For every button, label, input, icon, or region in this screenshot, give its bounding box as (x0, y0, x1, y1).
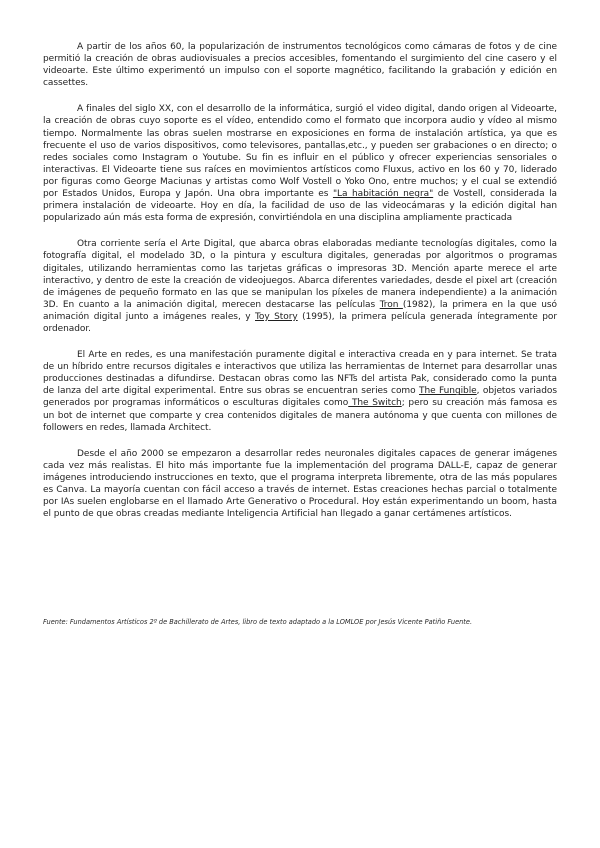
link-tron[interactable]: Tron (379, 299, 403, 310)
link-toy-story[interactable]: Toy Story (255, 311, 298, 322)
document-body (43, 41, 557, 534)
link-la-habitacion-negra[interactable]: "La habitación negra" (332, 189, 434, 200)
paragraph-arte-en-redes (43, 349, 557, 434)
paragraph-text: , objetos variados generados por programas informáticos o esculturas digitales como (43, 386, 557, 409)
paragraph-ia-generativa (43, 448, 557, 521)
paragraph-arte-digital (43, 238, 557, 335)
paragraph-text: A finales del siglo XX, con el desarrollo de la informática, surgió el video digital, dando origen al Videoarte, la creación de obras cuyo soporte es el vídeo, entendido como el formato que incorpora audio y vídeo al mismo tiempo. Normalmente las obras suelen mostrarse en exposiciones en forma de instalación artística, ya que es frecuente el uso de varios dispositivos, como televisores, pantallas,etc., y pueden ser grabaciones o en directo; o redes sociales como Instagram o Youtube. Su fin es influir en el público y ofrecer experiencias sensoriales o interactivas. El Videoarte tiene sus raíces en movimientos artísticos como Fluxus, activo en los 60 y 70, liderado por figuras como George Maciunas y artistas como Wolf Vostell o Yoko Ono, entre muchos; y el cual se extendió por Estados Unidos, Europa y Japón. Una obra importante es (43, 104, 557, 200)
paragraph-text: de Vostell, considerada la primera instalación de videoarte. Hoy en día, la facilidad de uso de las videocámaras y la edición digital han popularizado aún más esta forma de expresión, convirtiéndola en una disciplina ampliamente practicada (43, 189, 557, 224)
link-the-fungible[interactable]: The Fungible (419, 386, 477, 397)
paragraph-text: (1982), la primera en la que usó animación digital junto a imágenes reales, y (43, 299, 558, 322)
paragraph-text: Otra corriente sería el Arte Digital, que abarca obras elaboradas mediante tecnologías digitales, como la fotografía digital, el modelado 3D, o la pintura y escultura digitales, generadas por algoritmos o programas digitales, utilizando herramientas como las tarjetas gráficas o impresoras 3D. Mención aparte merece el arte interactivo, y dentro de este la creación de videojuegos. Abarca diferentes variedades, desde el pixel art (creación de imágenes de pequeño formato en las que se manipulan los píxeles de manera independiente) a la animación 3D. En cuanto a la animación digital, merecen destacarse las películas (43, 239, 557, 310)
link-the-switch[interactable]: The Switch (348, 398, 402, 409)
paragraph-video-history (43, 41, 557, 89)
paragraph-text: El Arte en redes, es una manifestación puramente digital e interactiva creada en y para internet. Se trata de un híbrido entre recursos digitales e interactivos que utiliza las herramientas de Internet para desarrollar unas producciones destinadas a difundirse. Destacan obras como las NFTs del artista Pak, considerado como la punta de lanza del arte digital experimental. Entre sus obras se encuentran series como (43, 350, 557, 397)
paragraph-text: (1995), la primera película generada íntegramente por ordenador. (43, 311, 557, 334)
paragraph-text: Desde el año 2000 se empezaron a desarrollar redes neuronales digitales capaces de generar imágenes cada vez más realistas. El hito más importante fue la implementación del programa DALL-E, capaz de generar imágenes introduciendo instrucciones en texto, que el programa interpreta libremente, otra de las más populares es Canva. La mayoría cuentan con fácil acceso a través de internet. Estas creaciones hechas parcial o totalmente por IAs suelen englobarse en el llamado Arte Generativo o Procedural. Hoy están experimentando un boom, hasta el punto de que obras creadas mediante Inteligencia Artificial han llegado a ganar certámenes artísticos. (43, 448, 557, 520)
paragraph-videoarte (43, 103, 557, 224)
source-citation: Fuente: Fundamentos Artísticos 2º de Bachillerato de Artes, libro de texto adaptado a la LOMLOE por Jesús Vicente Patiño Fuente. (43, 618, 473, 626)
paragraph-text: A partir de los años 60, la popularización de instrumentos tecnológicos como cámaras de fotos y de cine permitió la creación de obras audiovisuales a precios accesibles, fomentando el surgimiento del cine casero y el videoarte. Este último experimentó un impulso con el soporte magnético, facilitando la grabación y edición en cassettes. (43, 42, 557, 89)
paragraph-text: ; pero su creación más famosa es un bot de internet que comparte y crea contenidos digitales de manera autónoma y que cuenta con millones de followers en redes, llamada Architect. (43, 398, 557, 433)
